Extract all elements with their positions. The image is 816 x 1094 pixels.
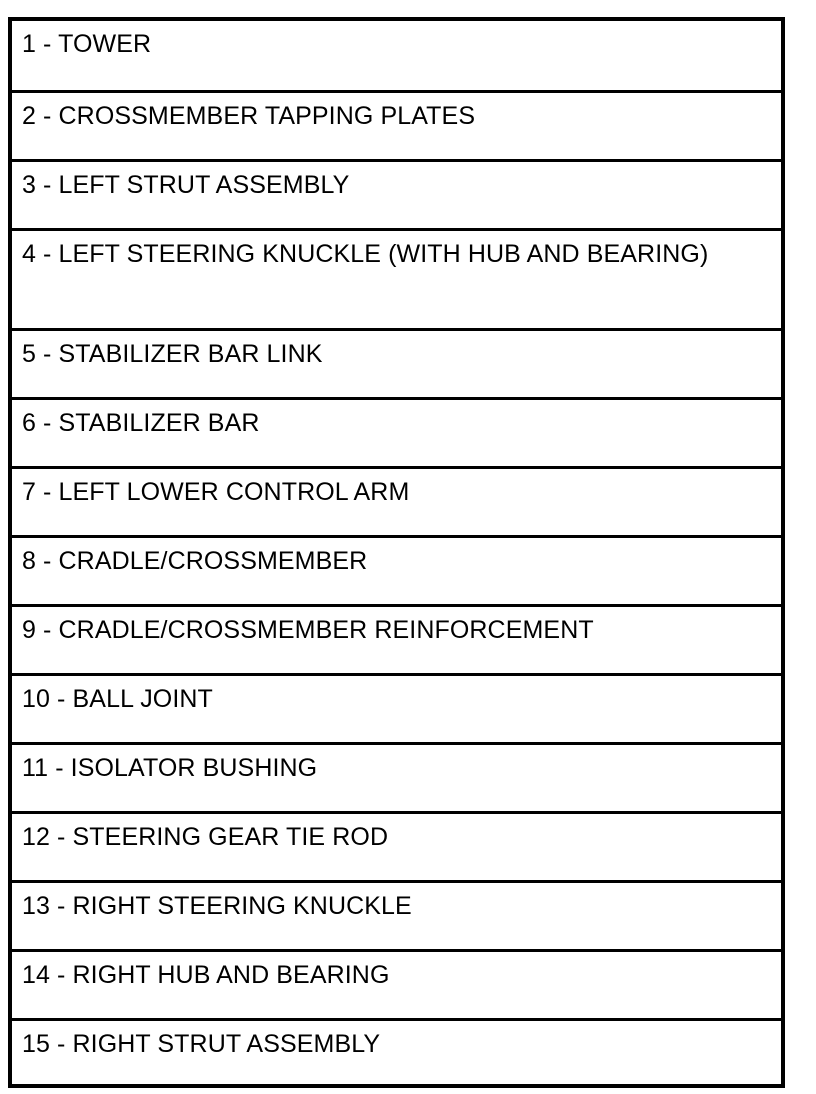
legend-row-4: 4 - LEFT STEERING KNUCKLE (WITH HUB AND BEARING) xyxy=(12,228,781,328)
legend-row-9: 9 - CRADLE/CROSSMEMBER REINFORCEMENT xyxy=(12,604,781,673)
legend-row-1: 1 - TOWER xyxy=(22,30,152,58)
legend-row-15: 15 - RIGHT STRUT ASSEMBLY xyxy=(12,1018,781,1085)
legend-row-7: 7 - LEFT LOWER CONTROL ARM xyxy=(12,466,781,535)
legend-row-13: 13 - RIGHT STEERING KNUCKLE xyxy=(12,880,781,949)
legend-row-11: 11 - ISOLATOR BUSHING xyxy=(12,742,781,811)
legend-row-3: 3 - LEFT STRUT ASSEMBLY xyxy=(12,159,781,228)
legend-row-2: 2 - CROSSMEMBER TAPPING PLATES xyxy=(12,90,781,159)
legend-row-12: 12 - STEERING GEAR TIE ROD xyxy=(12,811,781,880)
legend-row-6: 6 - STABILIZER BAR xyxy=(12,397,781,466)
legend-row-10: 10 - BALL JOINT xyxy=(12,673,781,742)
legend-row-5: 5 - STABILIZER BAR LINK xyxy=(12,328,781,397)
parts-legend-table xyxy=(8,17,785,1088)
legend-row-8: 8 - CRADLE/CROSSMEMBER xyxy=(12,535,781,604)
legend-row-14: 14 - RIGHT HUB AND BEARING xyxy=(12,949,781,1018)
